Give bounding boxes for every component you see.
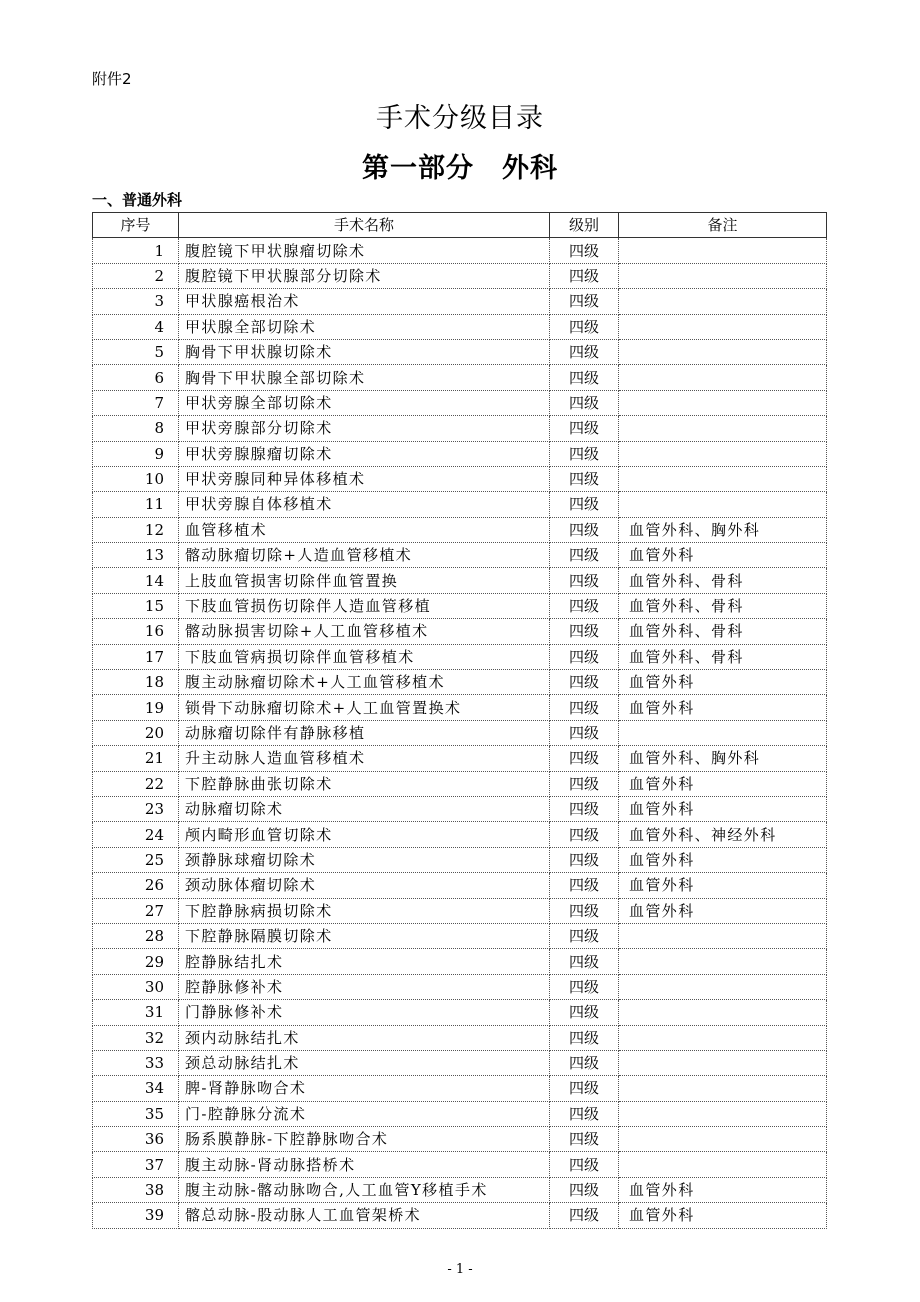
row-number: 16	[93, 619, 179, 644]
surgery-name: 下腔静脉曲张切除术	[179, 771, 550, 796]
row-number: 26	[93, 873, 179, 898]
remarks: 血管外科	[619, 543, 827, 568]
remarks: 血管外科、胸外科	[619, 517, 827, 542]
remarks	[619, 441, 827, 466]
surgery-name: 甲状旁腺自体移植术	[179, 492, 550, 517]
surgery-level: 四级	[550, 339, 619, 364]
remarks: 血管外科	[619, 670, 827, 695]
surgery-level: 四级	[550, 1076, 619, 1101]
surgery-name: 腔静脉修补术	[179, 974, 550, 999]
row-number: 6	[93, 365, 179, 390]
remarks: 血管外科	[619, 796, 827, 821]
remarks	[619, 1127, 827, 1152]
surgery-name: 动脉瘤切除伴有静脉移植	[179, 720, 550, 745]
table-row	[93, 949, 827, 974]
table-row	[93, 543, 827, 568]
surgery-name: 腹主动脉-肾动脉搭桥术	[179, 1152, 550, 1177]
row-number: 33	[93, 1050, 179, 1075]
remarks	[619, 314, 827, 339]
surgery-name: 甲状旁腺全部切除术	[179, 390, 550, 415]
surgery-name: 胸骨下甲状腺切除术	[179, 339, 550, 364]
remarks: 血管外科	[619, 695, 827, 720]
remarks: 血管外科	[619, 898, 827, 923]
surgery-name: 肠系膜静脉-下腔静脉吻合术	[179, 1127, 550, 1152]
remarks	[619, 1152, 827, 1177]
surgery-name: 颅内畸形血管切除术	[179, 822, 550, 847]
row-number: 7	[93, 390, 179, 415]
table-row	[93, 1050, 827, 1075]
surgery-name: 下肢血管病损切除伴血管移植术	[179, 644, 550, 669]
remarks: 血管外科、骨科	[619, 568, 827, 593]
surgery-level: 四级	[550, 1050, 619, 1075]
remarks	[619, 365, 827, 390]
surgery-level: 四级	[550, 974, 619, 999]
remarks	[619, 1076, 827, 1101]
section-heading: 一、普通外科	[92, 191, 183, 209]
table-row	[93, 593, 827, 618]
row-number: 27	[93, 898, 179, 923]
surgery-level: 四级	[550, 1177, 619, 1202]
table-row	[93, 1000, 827, 1025]
row-number: 3	[93, 289, 179, 314]
surgery-level: 四级	[550, 695, 619, 720]
row-number: 31	[93, 1000, 179, 1025]
remarks: 血管外科、骨科	[619, 593, 827, 618]
surgery-name: 髂总动脉-股动脉人工血管架桥术	[179, 1203, 550, 1228]
table-row	[93, 517, 827, 542]
page-number: - 1 -	[447, 1262, 473, 1277]
surgery-level: 四级	[550, 1127, 619, 1152]
surgery-level: 四级	[550, 314, 619, 339]
table-row	[93, 263, 827, 288]
row-number: 25	[93, 847, 179, 872]
surgery-name: 脾-肾静脉吻合术	[179, 1076, 550, 1101]
part-title: 第一部分 外科	[362, 153, 558, 184]
surgery-name: 腹主动脉瘤切除术+人工血管移植术	[179, 670, 550, 695]
remarks	[619, 974, 827, 999]
surgery-name: 下腔静脉隔膜切除术	[179, 923, 550, 948]
surgery-name: 动脉瘤切除术	[179, 796, 550, 821]
table-row	[93, 847, 827, 872]
surgery-level: 四级	[550, 644, 619, 669]
surgery-level: 四级	[550, 670, 619, 695]
surgery-level: 四级	[550, 593, 619, 618]
surgery-level: 四级	[550, 543, 619, 568]
surgery-level: 四级	[550, 720, 619, 745]
remarks: 血管外科	[619, 847, 827, 872]
surgery-name: 甲状旁腺部分切除术	[179, 416, 550, 441]
row-number: 19	[93, 695, 179, 720]
table-row	[93, 796, 827, 821]
surgery-level: 四级	[550, 289, 619, 314]
table-row	[93, 822, 827, 847]
row-number: 11	[93, 492, 179, 517]
header-number: 序号	[93, 213, 179, 238]
surgery-level: 四级	[550, 492, 619, 517]
table-header-row	[93, 213, 827, 238]
table-row	[93, 898, 827, 923]
header-surgery-name: 手术名称	[179, 213, 550, 238]
row-number: 1	[93, 238, 179, 263]
surgery-name: 下肢血管损伤切除伴人造血管移植	[179, 593, 550, 618]
surgery-name: 甲状腺癌根治术	[179, 289, 550, 314]
remarks: 血管外科、胸外科	[619, 746, 827, 771]
table-row	[93, 238, 827, 263]
surgery-name: 门-腔静脉分流术	[179, 1101, 550, 1126]
row-number: 20	[93, 720, 179, 745]
surgery-level: 四级	[550, 822, 619, 847]
table-row	[93, 1127, 827, 1152]
remarks	[619, 390, 827, 415]
remarks	[619, 1000, 827, 1025]
row-number: 18	[93, 670, 179, 695]
remarks: 血管外科、神经外科	[619, 822, 827, 847]
surgery-level: 四级	[550, 390, 619, 415]
remarks	[619, 1101, 827, 1126]
remarks: 血管外科、骨科	[619, 619, 827, 644]
surgery-level: 四级	[550, 365, 619, 390]
surgery-level: 四级	[550, 1101, 619, 1126]
surgery-level: 四级	[550, 466, 619, 491]
row-number: 4	[93, 314, 179, 339]
surgery-level: 四级	[550, 238, 619, 263]
surgery-level: 四级	[550, 1025, 619, 1050]
surgery-level: 四级	[550, 1152, 619, 1177]
surgery-name: 腔静脉结扎术	[179, 949, 550, 974]
row-number: 2	[93, 263, 179, 288]
row-number: 13	[93, 543, 179, 568]
table-row	[93, 492, 827, 517]
attachment-label: 附件2	[92, 70, 132, 88]
surgery-name: 腹主动脉-髂动脉吻合,人工血管Y移植手术	[179, 1177, 550, 1202]
surgery-level: 四级	[550, 949, 619, 974]
table-row	[93, 1203, 827, 1228]
remarks	[619, 238, 827, 263]
remarks	[619, 492, 827, 517]
surgery-level: 四级	[550, 1203, 619, 1228]
remarks	[619, 923, 827, 948]
remarks	[619, 263, 827, 288]
surgery-level: 四级	[550, 898, 619, 923]
row-number: 14	[93, 568, 179, 593]
surgery-name: 甲状旁腺同种异体移植术	[179, 466, 550, 491]
remarks: 血管外科	[619, 1177, 827, 1202]
surgery-name: 门静脉修补术	[179, 1000, 550, 1025]
row-number: 9	[93, 441, 179, 466]
surgery-level: 四级	[550, 619, 619, 644]
table-row	[93, 923, 827, 948]
row-number: 17	[93, 644, 179, 669]
row-number: 8	[93, 416, 179, 441]
row-number: 24	[93, 822, 179, 847]
row-number: 32	[93, 1025, 179, 1050]
table-row	[93, 416, 827, 441]
table-row	[93, 1025, 827, 1050]
remarks	[619, 416, 827, 441]
document-title: 手术分级目录	[376, 103, 544, 134]
row-number: 29	[93, 949, 179, 974]
surgery-name: 颈动脉体瘤切除术	[179, 873, 550, 898]
row-number: 34	[93, 1076, 179, 1101]
table-row	[93, 720, 827, 745]
surgery-name: 甲状旁腺腺瘤切除术	[179, 441, 550, 466]
surgery-level: 四级	[550, 847, 619, 872]
row-number: 15	[93, 593, 179, 618]
row-number: 35	[93, 1101, 179, 1126]
surgery-name: 颈内动脉结扎术	[179, 1025, 550, 1050]
surgery-level: 四级	[550, 746, 619, 771]
row-number: 23	[93, 796, 179, 821]
surgery-name: 腹腔镜下甲状腺瘤切除术	[179, 238, 550, 263]
surgery-name: 升主动脉人造血管移植术	[179, 746, 550, 771]
table-row	[93, 339, 827, 364]
surgery-name: 腹腔镜下甲状腺部分切除术	[179, 263, 550, 288]
header-level: 级别	[550, 213, 619, 238]
row-number: 38	[93, 1177, 179, 1202]
table-row	[93, 644, 827, 669]
table-row	[93, 695, 827, 720]
surgery-name: 胸骨下甲状腺全部切除术	[179, 365, 550, 390]
surgery-level: 四级	[550, 1000, 619, 1025]
row-number: 12	[93, 517, 179, 542]
row-number: 10	[93, 466, 179, 491]
surgery-level: 四级	[550, 873, 619, 898]
table-row	[93, 1076, 827, 1101]
surgery-level: 四级	[550, 517, 619, 542]
surgery-name: 颈总动脉结扎术	[179, 1050, 550, 1075]
table-row	[93, 314, 827, 339]
surgery-name: 颈静脉球瘤切除术	[179, 847, 550, 872]
table-row	[93, 568, 827, 593]
row-number: 22	[93, 771, 179, 796]
remarks: 血管外科	[619, 873, 827, 898]
surgery-name: 髂动脉瘤切除+人造血管移植术	[179, 543, 550, 568]
remarks	[619, 1025, 827, 1050]
table-body	[93, 238, 827, 1228]
surgery-level: 四级	[550, 771, 619, 796]
remarks: 血管外科	[619, 771, 827, 796]
surgery-name: 甲状腺全部切除术	[179, 314, 550, 339]
surgery-name: 下腔静脉病损切除术	[179, 898, 550, 923]
remarks	[619, 720, 827, 745]
remarks: 血管外科、骨科	[619, 644, 827, 669]
surgery-name: 髂动脉损害切除+人工血管移植术	[179, 619, 550, 644]
table-row	[93, 1177, 827, 1202]
row-number: 37	[93, 1152, 179, 1177]
surgery-level: 四级	[550, 416, 619, 441]
remarks	[619, 1050, 827, 1075]
row-number: 21	[93, 746, 179, 771]
table-row	[93, 974, 827, 999]
table-row	[93, 365, 827, 390]
surgery-level: 四级	[550, 923, 619, 948]
row-number: 5	[93, 339, 179, 364]
row-number: 36	[93, 1127, 179, 1152]
row-number: 39	[93, 1203, 179, 1228]
surgery-level: 四级	[550, 796, 619, 821]
table-row	[93, 1101, 827, 1126]
table-row	[93, 1152, 827, 1177]
remarks	[619, 949, 827, 974]
table-row	[93, 390, 827, 415]
surgery-level: 四级	[550, 568, 619, 593]
row-number: 28	[93, 923, 179, 948]
table-row	[93, 619, 827, 644]
remarks	[619, 466, 827, 491]
table-row	[93, 289, 827, 314]
remarks	[619, 289, 827, 314]
surgery-grade-table	[92, 212, 827, 1229]
table-row	[93, 466, 827, 491]
table-row	[93, 873, 827, 898]
remarks	[619, 339, 827, 364]
table-row	[93, 771, 827, 796]
surgery-name: 上肢血管损害切除伴血管置换	[179, 568, 550, 593]
header-remarks: 备注	[619, 213, 827, 238]
surgery-name: 锁骨下动脉瘤切除术+人工血管置换术	[179, 695, 550, 720]
table-row	[93, 670, 827, 695]
row-number: 30	[93, 974, 179, 999]
surgery-level: 四级	[550, 441, 619, 466]
remarks: 血管外科	[619, 1203, 827, 1228]
surgery-name: 血管移植术	[179, 517, 550, 542]
surgery-level: 四级	[550, 263, 619, 288]
table-row	[93, 441, 827, 466]
table-row	[93, 746, 827, 771]
